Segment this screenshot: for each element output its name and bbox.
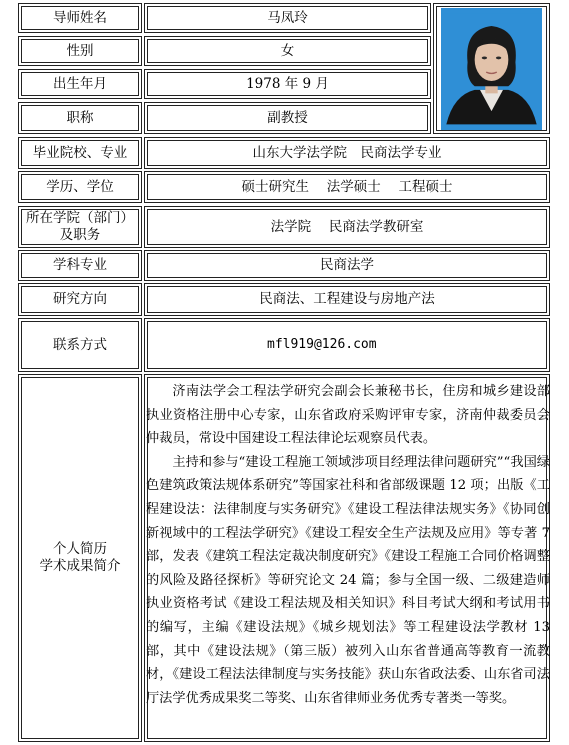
email-link[interactable]: mfl919@126.com (267, 336, 377, 352)
value-research: 民商法、工程建设与房地产法 (144, 283, 550, 316)
bio-text (146, 380, 550, 710)
value-department: 法学院 民商法学教研室 (144, 206, 550, 248)
bio-paragraph: 主持和参与“建设工程施工领域涉项目经理法律问题研究”“我国绿色建筑政策法规体系研究”等国家社科和省部级课题 12 项；出版《工程建设法：法律制度与实务研究》《建设工程法律法规实务》《协同创新视域中的工程法学研究》《建设工程安全生产法规及应用》等专著 7 部，发表《建筑工程法定裁决制度研究》《建设工程施工合同价格调整的风险及路径探析》等研究论文 24 篇；参与全国一级、二级建造师执业资格考试《建设工程法规及相关知识》科目考试大纲和考试用书的编写，主编《建设法规》《城乡规划法》等工程建设法学教材 13 部，其中《建设法规》（第三版）被列入山东省普通高等教育一流教材，《建设工程法法律制度与实务技能》获山东省政法委、山东省司法厅法学优秀成果奖二等奖、山东省律师业务优秀专著类一等奖。 (146, 454, 550, 706)
label-school: 毕业院校、专业 (18, 137, 142, 169)
value-name: 马凤玲 (144, 3, 431, 33)
label-name: 导师姓名 (18, 3, 142, 33)
photo-cell (433, 3, 550, 134)
portrait-photo (441, 8, 542, 130)
label-gender: 性别 (18, 36, 142, 66)
label-title: 职称 (18, 102, 142, 134)
value-birth: 1978 年 9 月 (144, 69, 431, 99)
value-title: 副教授 (144, 102, 431, 134)
value-school: 山东大学法学院 民商法学专业 (144, 137, 550, 169)
label-degree: 学历、学位 (18, 171, 142, 203)
value-discipline: 民商法学 (144, 250, 550, 281)
label-contact: 联系方式 (18, 318, 142, 372)
label-birth: 出生年月 (18, 69, 142, 99)
value-contact[interactable] (144, 318, 550, 372)
label-bio: 个人简历 学术成果简介 (18, 374, 142, 742)
label-discipline: 学科专业 (18, 250, 142, 281)
bio-paragraph: 济南法学会工程法学研究会副会长兼秘书长，住房和城乡建设部执业资格注册中心专家，山东省政府采购评审专家，济南仲裁委员会仲裁员，常设中国建设工程法律论坛观察员代表。 (146, 384, 550, 447)
label-department: 所在学院（部门） 及职务 (18, 206, 142, 248)
label-research: 研究方向 (18, 283, 142, 316)
value-degree: 硕士研究生 法学硕士 工程硕士 (144, 171, 550, 203)
value-gender: 女 (144, 36, 431, 66)
